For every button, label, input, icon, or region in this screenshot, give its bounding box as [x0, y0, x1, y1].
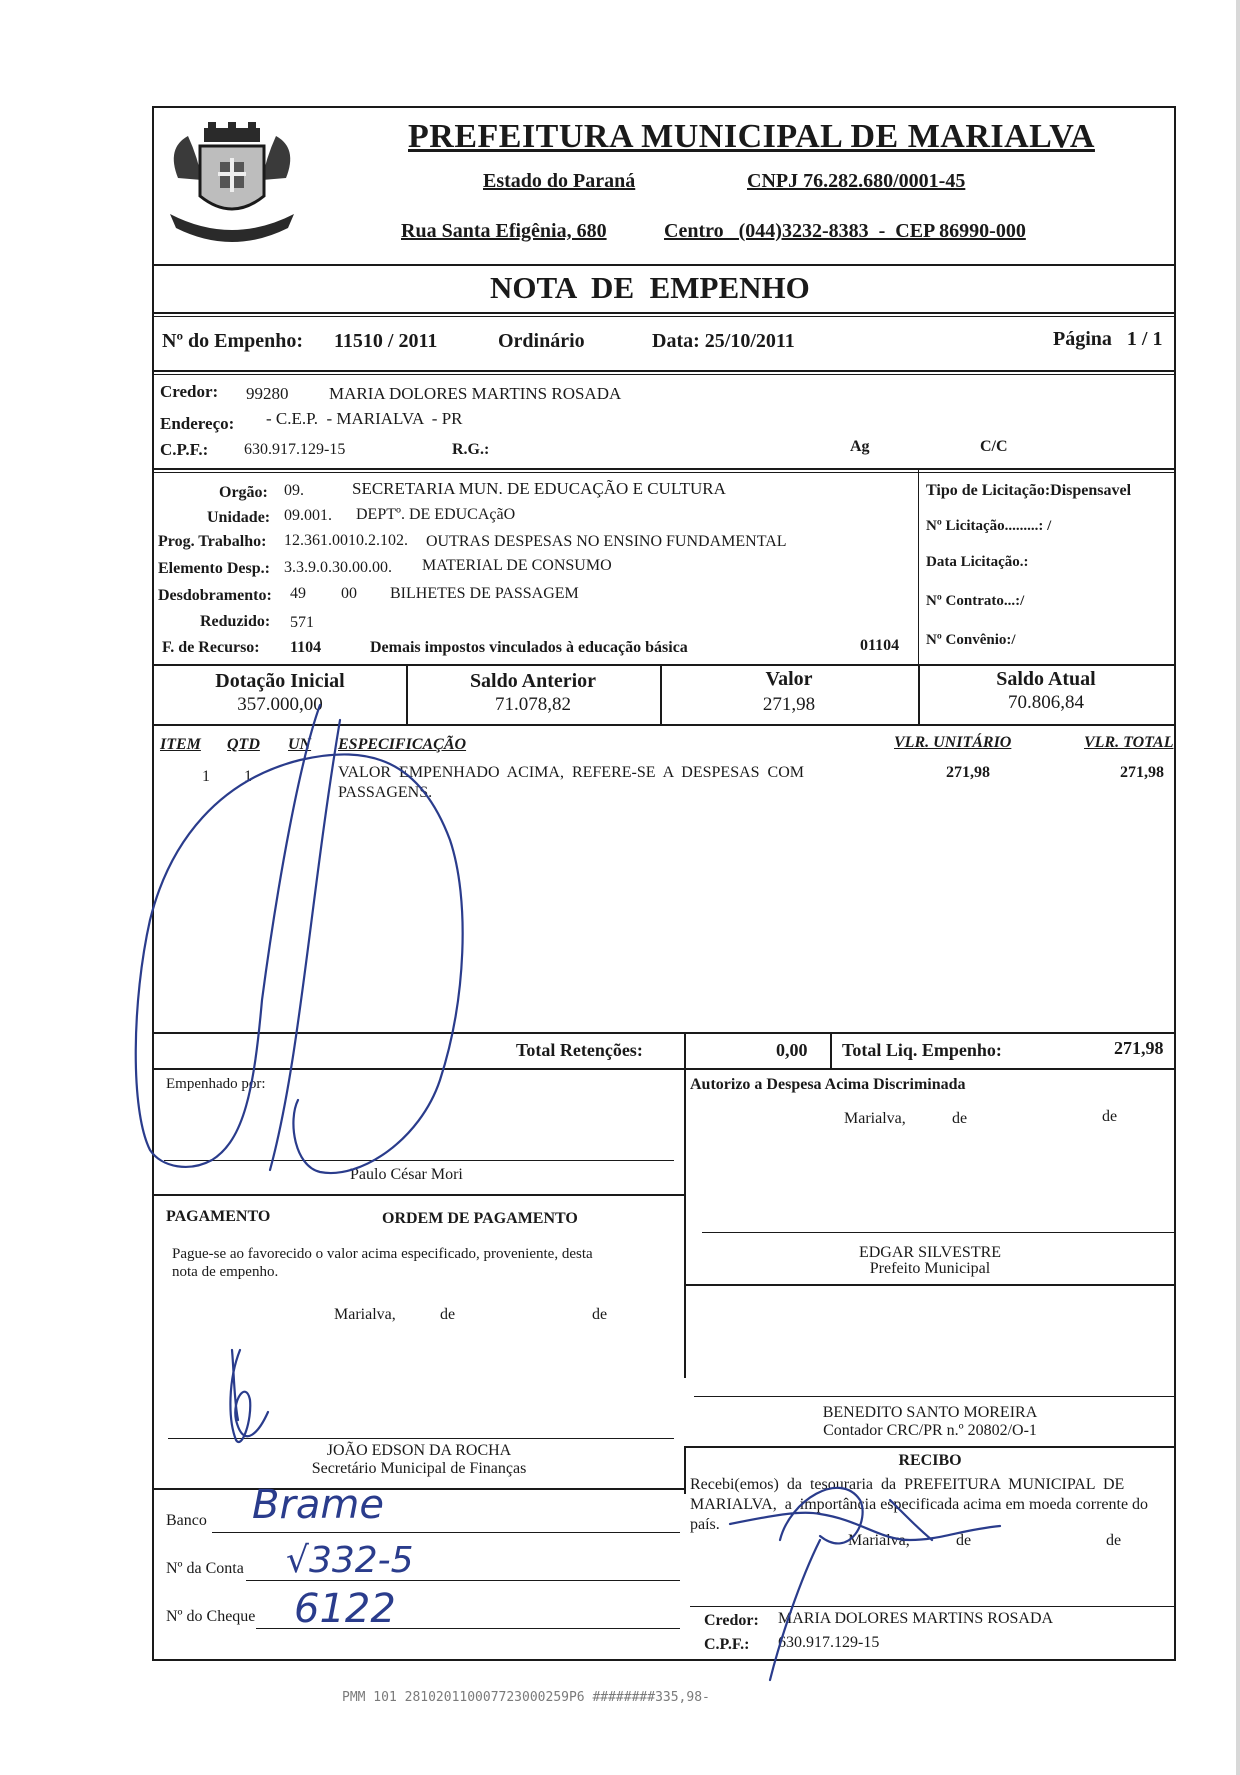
- desdobramento-b: 00: [341, 585, 357, 602]
- recurso-name: Demais impostos vinculados à educação básica: [370, 639, 688, 656]
- recibo-cpf-label: C.P.F.:: [704, 1636, 750, 1653]
- recurso-label: F. de Recurso:: [162, 639, 260, 656]
- total-liquido-label: Total Liq. Empenho:: [842, 1040, 1002, 1060]
- reduzido-label: Reduzido:: [200, 613, 271, 630]
- reduzido-value: 571: [290, 614, 314, 631]
- conta-label: Nº da Conta: [166, 1560, 244, 1577]
- unidade-name: DEPTº. DE EDUCAçãO: [356, 506, 516, 523]
- row-vlr-unitario: 271,98: [946, 764, 990, 781]
- recibo-credor-name: MARIA DOLORES MARTINS ROSADA: [778, 1610, 1054, 1627]
- tipo-licitacao: Tipo de Licitação:Dispensavel: [926, 482, 1132, 499]
- header-state: Estado do Paraná: [483, 170, 636, 192]
- cheque-value: 6122: [294, 1586, 396, 1632]
- col-vlr-total: VLR. TOTAL: [1084, 734, 1174, 751]
- autorizo-place: Marialva,: [844, 1110, 906, 1127]
- orgao-code: 09.: [284, 482, 304, 499]
- prog-label: Prog. Trabalho:: [158, 533, 267, 550]
- empenho-number-label: Nº do Empenho:: [162, 330, 304, 352]
- row-spec-line1: VALOR EMPENHADO ACIMA, REFERE-SE A DESPESAS COM: [338, 764, 804, 781]
- header-street: Rua Santa Efigênia, 680: [401, 220, 607, 242]
- numero-licitacao: Nº Licitação.........: /: [926, 518, 1052, 534]
- ordem-pagamento-label: ORDEM DE PAGAMENTO: [382, 1210, 578, 1227]
- data-licitacao: Data Licitação.:: [926, 554, 1029, 570]
- recurso-ref: 01104: [860, 637, 900, 654]
- total-retencoes-value: 0,00: [776, 1040, 808, 1060]
- pagamento-de1: de: [440, 1306, 456, 1323]
- saldo-anterior-label: Saldo Anterior: [469, 670, 597, 692]
- recibo-label: RECIBO: [898, 1452, 962, 1469]
- valor-label: Valor: [765, 668, 813, 690]
- recibo-de2: de: [1106, 1532, 1122, 1549]
- nota-de-empenho-document: [152, 106, 1176, 1661]
- banco-label: Banco: [166, 1512, 207, 1529]
- page-indicator: Página 1 / 1: [1053, 328, 1163, 350]
- saldo-atual-value: 70.806,84: [1008, 692, 1084, 713]
- unidade-code: 09.001.: [284, 507, 332, 524]
- pagamento-label: PAGAMENTO: [166, 1208, 271, 1225]
- cpf-label: C.P.F.:: [160, 440, 209, 459]
- secretario-role: Secretário Municipal de Finanças: [311, 1460, 527, 1477]
- empenhado-por-name: Paulo César Mori: [350, 1166, 463, 1183]
- credor-name: MARIA DOLORES MARTINS ROSADA: [329, 384, 622, 403]
- row-vlr-total: 271,98: [1120, 764, 1164, 781]
- contador-role: Contador CRC/PR n.º 20802/O-1: [823, 1422, 1037, 1439]
- address-value: - C.E.P. - MARIALVA - PR: [266, 409, 463, 428]
- empenho-number: 11510 / 2011: [334, 330, 438, 352]
- row-spec-line2: PASSAGENS.: [338, 784, 433, 801]
- rg-label: R.G.:: [452, 441, 490, 458]
- saldo-anterior-value: 71.078,82: [495, 694, 571, 715]
- credor-label: Credor:: [160, 382, 219, 401]
- prog-code: 12.361.0010.2.102.: [284, 532, 408, 549]
- credor-code: 99280: [246, 384, 289, 403]
- recibo-text-line3: país.: [690, 1516, 720, 1533]
- autorizo-de2: de: [1102, 1108, 1118, 1125]
- elemento-label: Elemento Desp.:: [158, 560, 270, 577]
- header-cnpj: CNPJ 76.282.680/0001-45: [747, 170, 966, 192]
- recibo-de1: de: [956, 1532, 972, 1549]
- empenhado-por-label: Empenhado por:: [166, 1076, 266, 1092]
- total-liquido-value: 271,98: [1114, 1038, 1164, 1058]
- col-un: UN: [288, 736, 312, 753]
- col-item: ITEM: [160, 736, 201, 753]
- page-edge: [1236, 0, 1240, 1775]
- col-especificacao: ESPECIFICAÇÃO: [338, 736, 467, 753]
- recibo-place: Marialva,: [848, 1532, 910, 1549]
- autorizo-label: Autorizo a Despesa Acima Discriminada: [690, 1076, 966, 1093]
- numero-contrato: Nº Contrato...:/: [926, 593, 1025, 609]
- banco-value: Brame: [252, 1482, 384, 1528]
- dotacao-inicial-value: 357.000,00: [237, 694, 323, 715]
- unidade-label: Unidade:: [207, 509, 271, 526]
- pagamento-place: Marialva,: [334, 1306, 396, 1323]
- municipal-seal: [158, 118, 306, 246]
- row-qtd: 1: [244, 768, 252, 785]
- valor-value: 271,98: [762, 694, 816, 715]
- cheque-label: Nº do Cheque: [166, 1608, 256, 1625]
- conta-value: √332-5: [286, 1540, 414, 1581]
- col-qtd: QTD: [227, 736, 260, 753]
- elemento-code: 3.3.9.0.30.00.00.: [284, 559, 392, 576]
- recibo-text-line2: MARIALVA, a importância especificada acima em moeda corrente do: [690, 1496, 1149, 1513]
- orgao-name: SECRETARIA MUN. DE EDUCAÇÃO E CULTURA: [352, 479, 726, 498]
- address-label: Endereço:: [160, 414, 235, 433]
- desdobramento-name: BILHETES DE PASSAGEM: [390, 585, 579, 602]
- empenho-date: Data: 25/10/2011: [652, 330, 795, 352]
- empenho-kind: Ordinário: [498, 330, 585, 352]
- document-title: NOTA DE EMPENHO: [490, 270, 810, 305]
- contador-name: BENEDITO SANTO MOREIRA: [822, 1404, 1038, 1421]
- header-phone-cep: Centro (044)3232-8383 - CEP 86990-000: [664, 220, 1026, 242]
- row-item: 1: [202, 768, 210, 785]
- orgao-label: Orgão:: [219, 484, 268, 501]
- saldo-atual-label: Saldo Atual: [996, 668, 1096, 690]
- cc-label: C/C: [980, 438, 1008, 455]
- header-title: PREFEITURA MUNICIPAL DE MARIALVA: [408, 118, 1095, 155]
- total-retencoes-label: Total Retenções:: [516, 1040, 643, 1060]
- recibo-text-line1: Recebi(emos) da tesouraria da PREFEITURA MUNICIPAL DE: [690, 1476, 1125, 1493]
- ag-label: Ag: [850, 438, 870, 455]
- desdobramento-a: 49: [290, 585, 306, 602]
- numero-convenio: Nº Convênio:/: [926, 632, 1016, 648]
- prefeito-role: Prefeito Municipal: [869, 1260, 991, 1277]
- footer-stamp: PMM 101 281020110007723000259P6 ########335,98-: [342, 1690, 710, 1705]
- seal-ribbon-text: MARIALVA: [210, 218, 259, 228]
- pagamento-text-line1: Pague-se ao favorecido o valor acima especificado, proveniente, desta: [172, 1246, 593, 1262]
- autorizo-de1: de: [952, 1110, 968, 1127]
- recibo-credor-label: Credor:: [704, 1612, 759, 1629]
- pagamento-de2: de: [592, 1306, 608, 1323]
- dotacao-inicial-label: Dotação Inicial: [215, 670, 345, 692]
- desdobramento-label: Desdobramento:: [158, 587, 272, 604]
- pagamento-text-line2: nota de empenho.: [172, 1264, 279, 1280]
- cpf-value: 630.917.129-15: [244, 441, 346, 458]
- recurso-code: 1104: [290, 639, 322, 656]
- prefeito-name: EDGAR SILVESTRE: [858, 1244, 1002, 1261]
- elemento-name: MATERIAL DE CONSUMO: [422, 557, 612, 574]
- prog-name: OUTRAS DESPESAS NO ENSINO FUNDAMENTAL: [426, 533, 787, 550]
- secretario-name: JOÃO EDSON DA ROCHA: [326, 1442, 512, 1459]
- col-vlr-unitario: VLR. UNITÁRIO: [894, 734, 1012, 751]
- recibo-cpf-value: 630.917.129-15: [778, 1634, 880, 1651]
